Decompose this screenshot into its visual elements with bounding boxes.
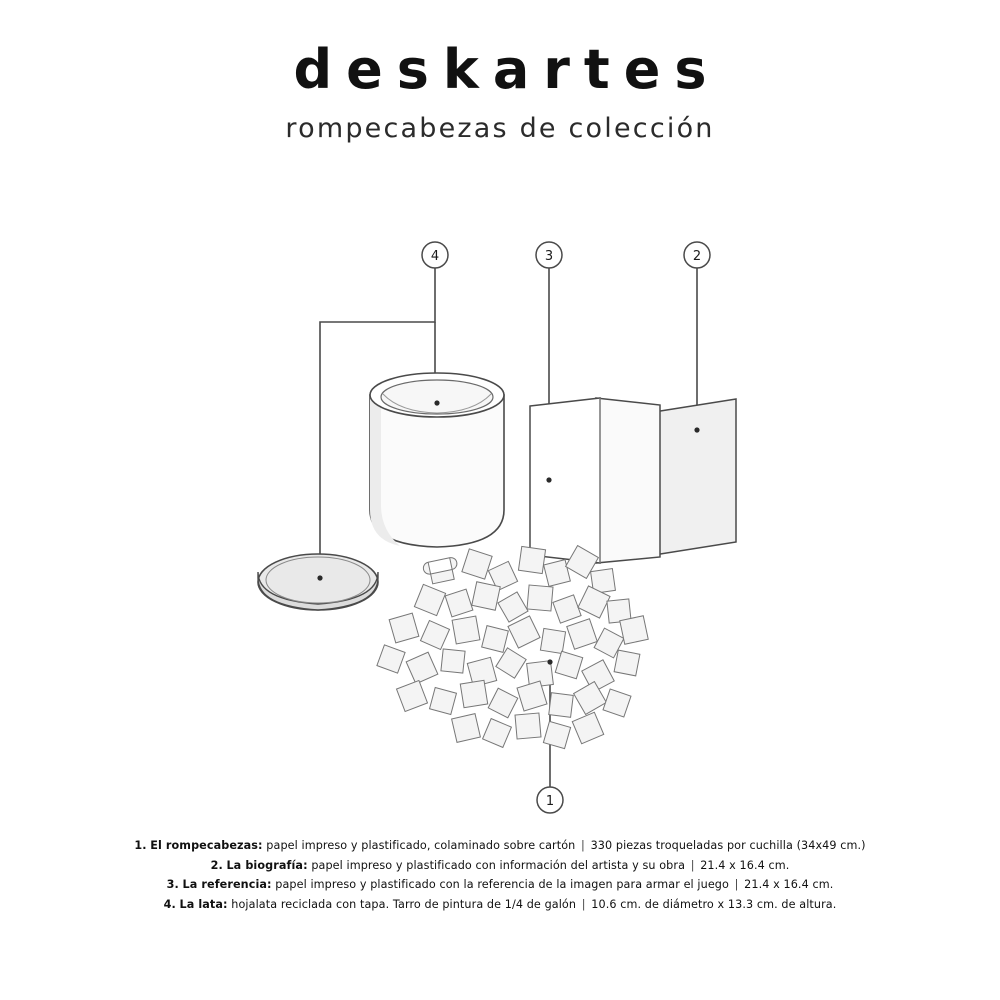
- callout-3: [536, 242, 562, 268]
- legend-sep-3: |: [734, 878, 739, 891]
- legend-item-4: [0, 895, 1000, 915]
- legend: [0, 836, 1000, 914]
- legend-number-2: 2.: [210, 858, 223, 872]
- page-subtitle: rompecabezas de colección: [285, 113, 715, 144]
- legend-title-3: La referencia:: [182, 878, 272, 891]
- legend-extra-3: 21.4 x 16.4 cm.: [744, 878, 834, 891]
- legend-number-1: 1.: [134, 839, 147, 852]
- legend-item-3: [0, 875, 1000, 895]
- sheets-illustration: [530, 398, 736, 563]
- legend-item-2: [0, 856, 1000, 876]
- legend-extra-4: 10.6 cm. de diámetro x 13.3 cm. de altura.: [591, 897, 837, 911]
- page-title: deskartes: [293, 38, 721, 101]
- legend-sep-2: |: [690, 858, 695, 872]
- legend-title-4: La lata:: [179, 897, 228, 911]
- callout-label-2: 2: [692, 249, 702, 264]
- legend-extra-1: 330 piezas troqueladas por cuchilla (34x49 cm.): [590, 839, 866, 852]
- legend-item-1: [0, 836, 1000, 856]
- callout-4: [422, 242, 448, 268]
- legend-sep-1: |: [581, 839, 585, 852]
- legend-title-1: El rompecabezas:: [150, 839, 263, 852]
- legend-extra-2: 21.4 x 16.4 cm.: [700, 858, 790, 872]
- tin-lid-illustration: [258, 554, 378, 610]
- legend-desc-4: hojalata reciclada con tapa. Tarro de pintura de 1/4 de galón: [231, 897, 577, 911]
- legend-number-3: 3.: [166, 878, 179, 891]
- callout-2: [684, 242, 710, 268]
- legend-desc-2: papel impreso y plastificado con información del artista y su obra: [311, 858, 686, 872]
- legend-sep-4: |: [581, 897, 586, 911]
- legend-desc-1: papel impreso y plastificado, colaminado sobre cartón: [266, 839, 576, 852]
- tin-can-illustration: [370, 373, 504, 547]
- legend-title-2: La biografía:: [226, 858, 308, 872]
- legend-desc-3: papel impreso y plastificado con la referencia de la imagen para armar el juego: [275, 878, 729, 891]
- callout-label-1: 1: [545, 794, 555, 809]
- callout-label-4: 4: [430, 249, 440, 264]
- callout-label-3: 3: [544, 249, 554, 264]
- callout-1: [537, 787, 563, 813]
- puzzle-pieces-illustration: [377, 546, 648, 749]
- legend-number-4: 4.: [163, 897, 176, 911]
